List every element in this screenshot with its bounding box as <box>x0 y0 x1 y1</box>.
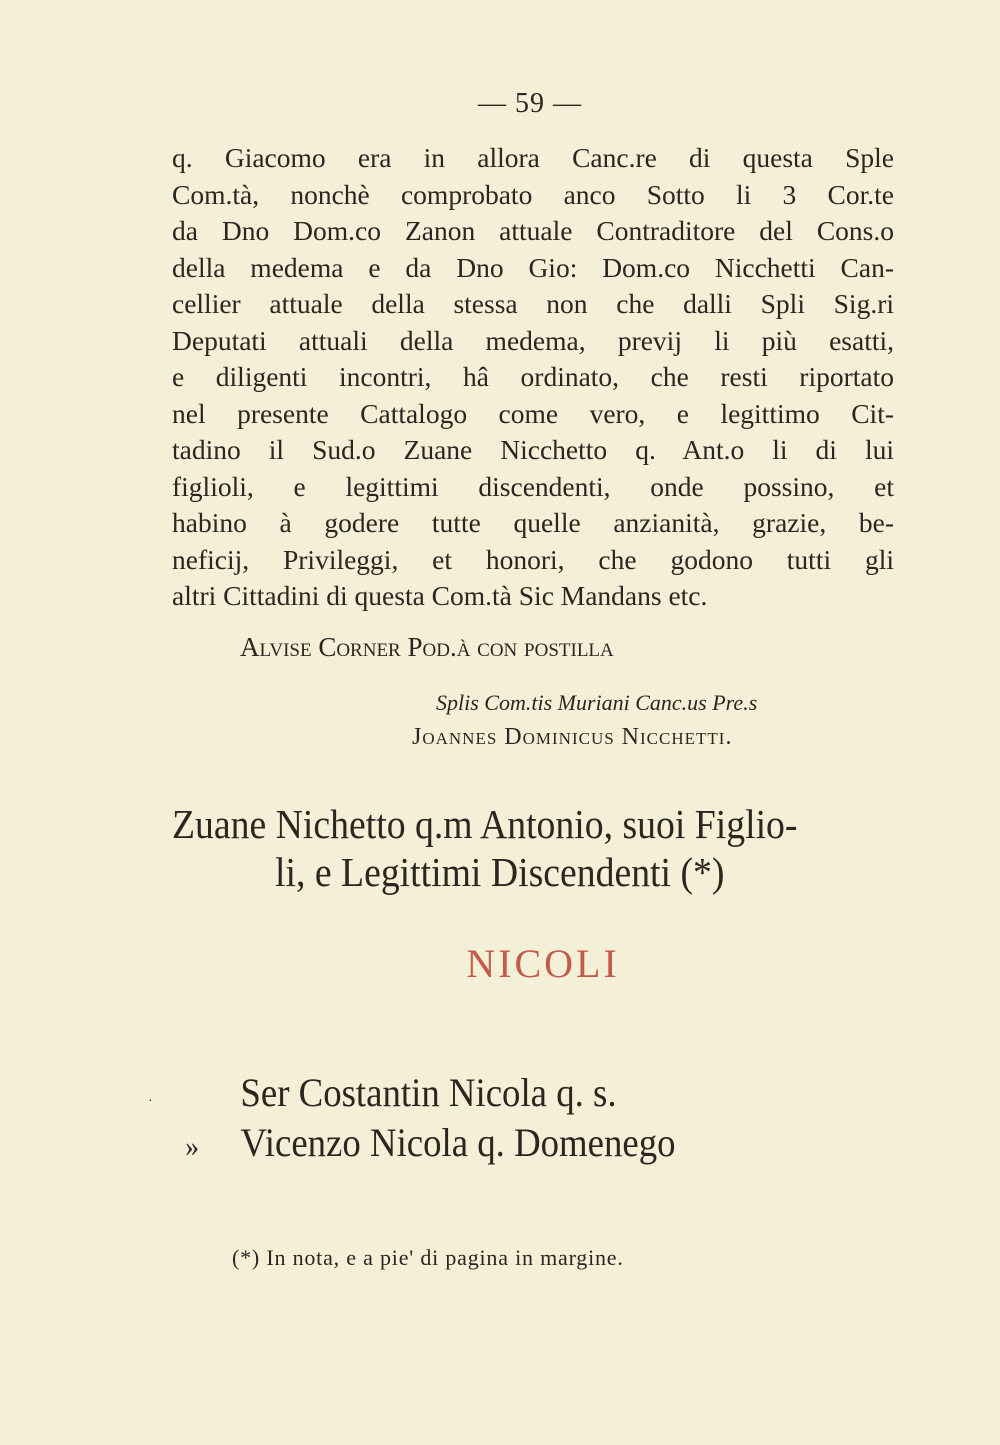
body-line: e diligenti incontri, hâ ordinato, che resti riportato <box>172 361 894 392</box>
body-line: Deputati attuali della medema, previj li più esatti, <box>172 324 894 356</box>
body-line: q. Giacomo era in allora Canc.re di questa Sple <box>172 142 894 173</box>
body-line: habino à godere tutte quelle anzianità, grazie, be- <box>172 507 894 538</box>
body-line: nel presente Cattalogo come vero, e legittimo Cit- <box>172 397 894 429</box>
body-line: Com.tà, nonchè comprobato anco Sotto li 3 Cor.te <box>172 178 894 210</box>
body-line: neficij, Privileggi, et honori, che godono tutti gli <box>172 543 894 575</box>
entry-name: Vicenzo Nicola q. Domenego <box>240 1120 676 1165</box>
family-name-title: NICOLI <box>466 941 620 986</box>
heading-line: Zuane Nichetto q.m Antonio, suoi Figlio- <box>172 801 798 847</box>
heading-line: li, e Legittimi Discendenti (*) <box>275 849 725 895</box>
body-line: da Dno Dom.co Zanon attuale Contraditore del Cons.o <box>172 215 894 246</box>
page-number: — 59 — <box>478 88 582 119</box>
family-entries <box>176 1068 676 1172</box>
postilla-line: Splis Com.tis Muriani Canc.us Pre.s <box>436 690 758 715</box>
footnote: (*) In nota, e a pie' di pagina in margine. <box>232 1245 624 1270</box>
signer-name: Joannes Dominicus Nicchetti. <box>412 724 733 750</box>
body-line: figlioli, e legittimi discendenti, onde possino, et <box>172 470 894 502</box>
family-entry <box>176 1068 676 1118</box>
body-line: cellier attuale della stessa non che dalli Spli Sig.ri <box>172 288 894 319</box>
ditto-mark: » <box>185 1130 199 1163</box>
family-entry <box>176 1118 676 1172</box>
body-line: altri Cittadini di questa Com.tà Sic Mandans etc. <box>172 580 708 611</box>
signature-text: Alvise Corner Pod.à con postilla <box>240 632 614 662</box>
entry-name: Ser Costantin Nicola q. s. <box>240 1070 617 1115</box>
body-line: della medema e da Dno Gio: Dom.co Nicchetti Can- <box>172 251 894 283</box>
podesta-signature <box>240 632 614 663</box>
body-line: tadino il Sud.o Zuane Nicchetto q. Ant.o li di lui <box>172 434 894 465</box>
margin-mark: · <box>148 1094 153 1109</box>
body-paragraph <box>172 140 894 615</box>
citizen-heading <box>172 800 836 896</box>
